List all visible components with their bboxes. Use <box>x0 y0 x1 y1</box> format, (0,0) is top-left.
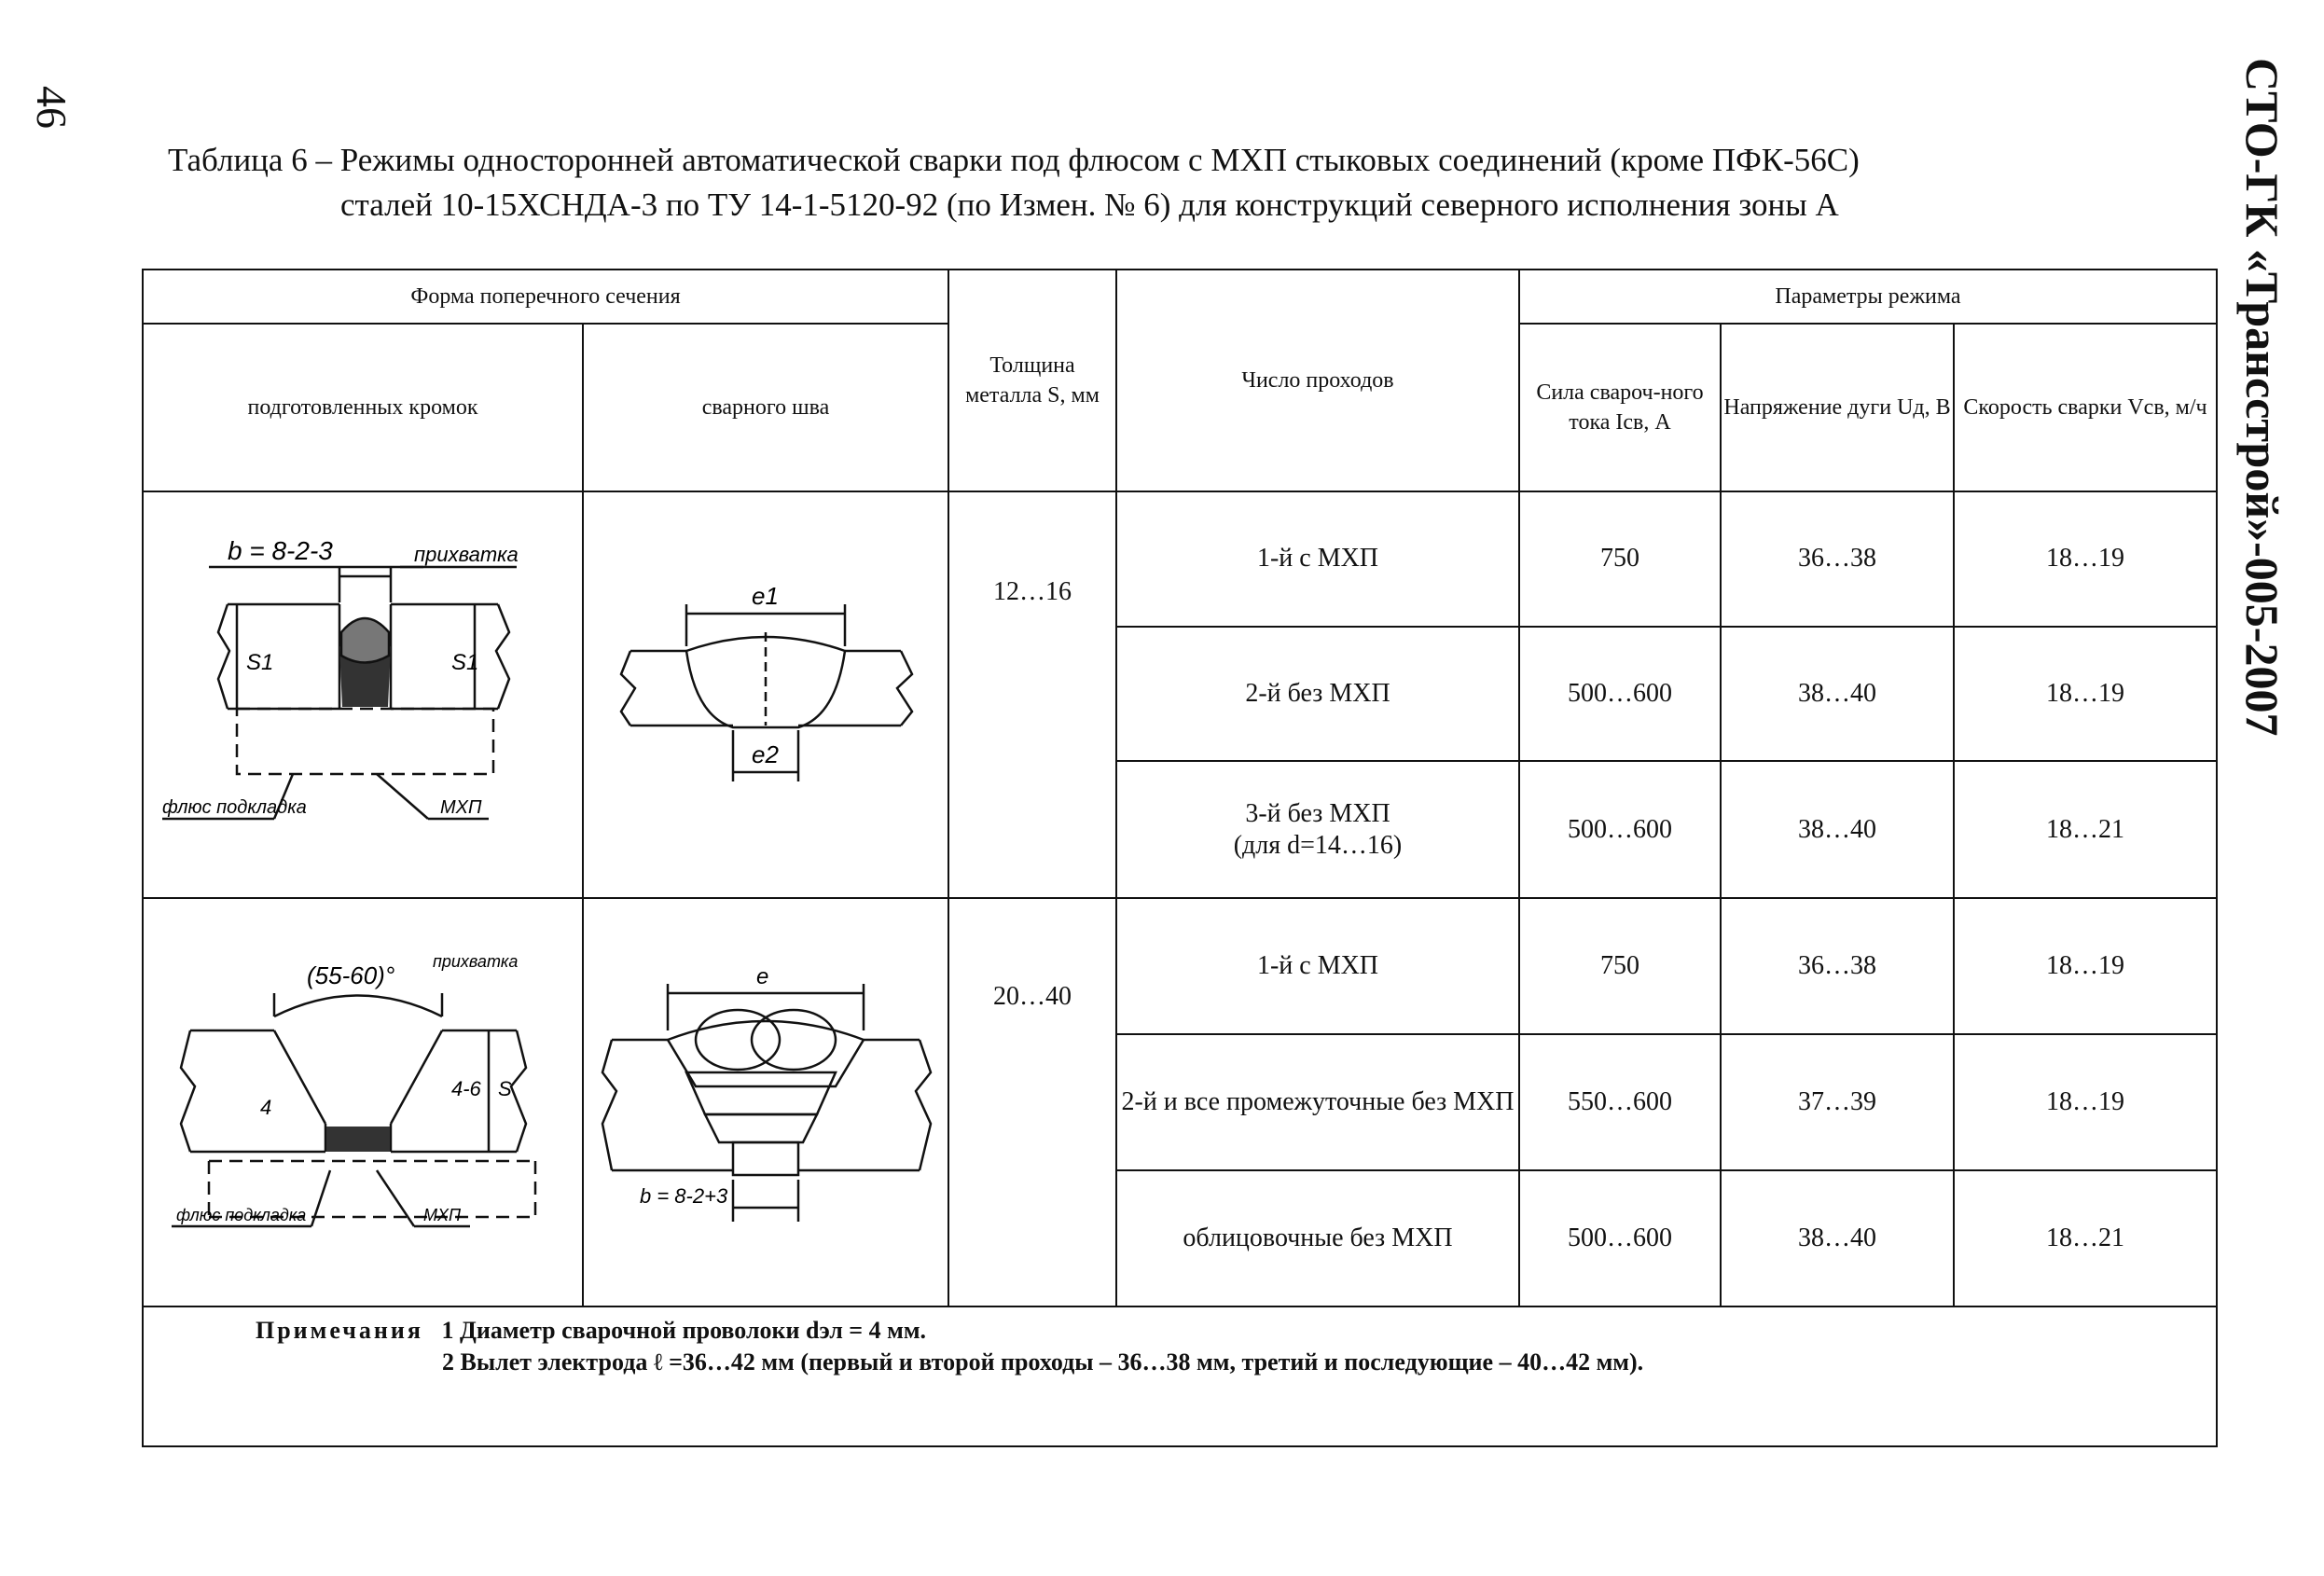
note-2: 2 Вылет электрода ℓ =36…42 мм (первый и второй проходы – 36…38 мм, третий и последующие – 40…42 мм). <box>442 1348 1644 1376</box>
drawing-weld-seam-1 <box>583 491 948 898</box>
voltage-1-1: 36…38 <box>1721 491 1954 627</box>
passes-2-1: 1-й с МХП <box>1116 898 1519 1034</box>
s1-left-label: S1 <box>246 650 274 675</box>
mxp-label-2: МХП <box>423 1206 462 1224</box>
caption-line-2: сталей 10-15ХСНДА-3 по ТУ 14-1-5120-92 (по Измен. № 6) для конструкций северного исполнения зоны А <box>340 187 1839 223</box>
current-2-3: 500…600 <box>1519 1170 1721 1306</box>
angle-label: (55-60)° <box>307 961 395 989</box>
speed-2-3: 18…21 <box>1954 1170 2217 1306</box>
four-six-label: 4-6 <box>451 1077 481 1100</box>
drawing-weld-seam-2 <box>583 898 948 1306</box>
header-mode-params: Параметры режима <box>1519 270 2217 324</box>
gap-label-1: b = 8-2-3 <box>228 536 333 565</box>
mxp-label-1: МХП <box>440 797 482 818</box>
speed-2-1: 18…19 <box>1954 898 2217 1034</box>
voltage-2-1: 36…38 <box>1721 898 1954 1034</box>
caption-line-1: Таблица 6 – Режимы односторонней автоматической сварки под флюсом с МХП стыковых соединений (кроме ПФК-56С) <box>168 142 1860 178</box>
current-1-3: 500…600 <box>1519 761 1721 898</box>
four-label: 4 <box>260 1096 272 1119</box>
voltage-1-2: 38…40 <box>1721 627 1954 762</box>
speed-2-2: 18…19 <box>1954 1034 2217 1170</box>
header-cross-section: Форма поперечного сечения <box>143 270 948 324</box>
voltage-2-2: 37…39 <box>1721 1034 1954 1170</box>
passes-1-3-main: 3-й без МХП <box>1245 798 1390 828</box>
current-1-1: 750 <box>1519 491 1721 627</box>
passes-1-1: 1-й с МХП <box>1116 491 1519 627</box>
page-number: 46 <box>28 86 76 129</box>
drawing-prepared-edges-2 <box>143 898 583 1306</box>
document-code: СТО-ГК «Трансстрой»-005-2007 <box>2236 58 2289 737</box>
header-weld-seam: сварного шва <box>583 324 948 491</box>
drawing-prepared-edges-1 <box>143 491 583 898</box>
header-thickness: Толщина металла S, мм <box>948 270 1116 491</box>
current-2-2: 550…600 <box>1519 1034 1721 1170</box>
voltage-1-3: 38…40 <box>1721 761 1954 898</box>
tack-label-2: прихватка <box>433 952 519 971</box>
speed-1-2: 18…19 <box>1954 627 2217 762</box>
e2-label: e2 <box>752 740 779 768</box>
note-1: 1 Диаметр сварочной проволоки dэл = 4 мм. <box>441 1317 927 1344</box>
thickness-2: 20…40 <box>948 898 1116 1306</box>
welding-modes-table <box>142 269 2218 1447</box>
s-label: S <box>498 1077 512 1100</box>
notes-title: Примечания <box>256 1317 423 1344</box>
speed-1-3: 18…21 <box>1954 761 2217 898</box>
passes-1-2: 2-й без МХП <box>1116 627 1519 762</box>
passes-1-3 <box>1116 761 1519 898</box>
e-label: e <box>756 964 769 989</box>
thickness-1: 12…16 <box>948 491 1116 898</box>
current-2-1: 750 <box>1519 898 1721 1034</box>
table-caption <box>168 138 2033 228</box>
voltage-2-3: 38…40 <box>1721 1170 1954 1306</box>
current-1-2: 500…600 <box>1519 627 1721 762</box>
passes-2-2: 2-й и все промежуточные без МХП <box>1116 1034 1519 1170</box>
header-prepared-edges: подготовленных кромок <box>143 324 583 491</box>
header-passes: Число проходов <box>1116 270 1519 491</box>
passes-2-3: облицовочные без МХП <box>1116 1170 1519 1306</box>
header-speed: Скорость сварки Vсв, м/ч <box>1954 324 2217 491</box>
speed-1-1: 18…19 <box>1954 491 2217 627</box>
header-current: Сила свароч-ного тока Iсв, А <box>1519 324 1721 491</box>
gap-label-2: b = 8-2+3 <box>640 1184 728 1208</box>
flux-backing-label-1: флюс подкладка <box>162 797 307 818</box>
notes <box>143 1306 2217 1446</box>
passes-1-3-note: (для d=14…16) <box>1233 830 1403 860</box>
s1-right-label: S1 <box>451 650 479 675</box>
tack-label-1: прихватка <box>414 543 519 566</box>
header-voltage: Напряжение дуги Uд, В <box>1721 324 1954 491</box>
flux-backing-label-2: флюс подкладка <box>176 1206 307 1224</box>
e1-label: e1 <box>752 582 779 610</box>
